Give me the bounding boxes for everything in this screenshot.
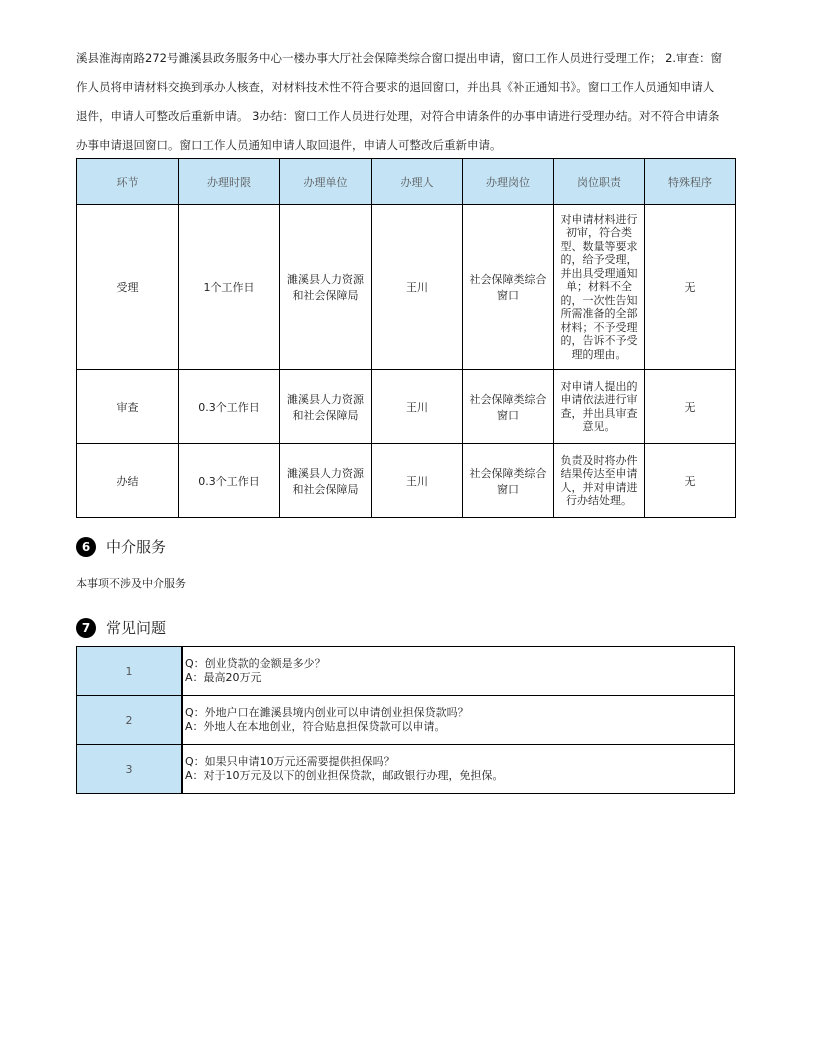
faq-index: 3	[77, 745, 183, 794]
section-note: 本事项不涉及中介服务	[76, 577, 186, 590]
faq-index: 1	[77, 647, 183, 696]
cell-special: 无	[645, 444, 736, 518]
cell-post: 社会保障类综合窗口	[463, 205, 554, 370]
cell-person: 王川	[372, 444, 463, 518]
cell-time: 0.3个工作日	[179, 370, 280, 444]
faq-answer: A：对于10万元及以下的创业担保贷款，邮政银行办理，免担保。	[185, 769, 504, 782]
cell-step: 办结	[77, 444, 179, 518]
cell-post: 社会保障类综合窗口	[463, 444, 554, 518]
intro-line: 作人员将申请材料交换到承办人核查，对材料技术性不符合要求的退回窗口，并出具《补正通知书》。窗口工作人员通知申请人	[76, 80, 715, 94]
cell-unit: 濉溪县人力资源和社会保障局	[280, 370, 372, 444]
section-title: 常见问题	[106, 619, 167, 637]
cell-time: 1个工作日	[179, 205, 280, 370]
faq-table	[76, 646, 735, 794]
faq-qa	[182, 696, 735, 745]
cell-unit: 濉溪县人力资源和社会保障局	[280, 444, 372, 518]
section-title: 中介服务	[106, 538, 167, 556]
faq-row	[77, 696, 735, 745]
cell-special: 无	[645, 370, 736, 444]
intro-line: 退件，申请人可整改后重新申请。 3办结：窗口工作人员进行处理，对符合申请条件的办事申请进行受理办结。对不符合申请条	[76, 109, 720, 123]
faq-answer: A：最高20万元	[185, 671, 262, 684]
cell-duty: 对申请人提出的申请依法进行审查，并出具审查意见。	[554, 370, 645, 444]
faq-index: 2	[77, 696, 183, 745]
intro-paragraph	[76, 44, 740, 160]
cell-step: 受理	[77, 205, 179, 370]
faq-qa	[182, 745, 735, 794]
faq-question: Q：外地户口在濉溪县境内创业可以申请创业担保贷款吗？	[185, 706, 469, 719]
faq-qa	[182, 647, 735, 696]
cell-special: 无	[645, 205, 736, 370]
header-duty: 岗位职责	[554, 159, 645, 205]
cell-duty: 负责及时将办件结果传达至申请人，并对申请进行办结处理。	[554, 444, 645, 518]
faq-answer: A：外地人在本地创业，符合贴息担保贷款可以申请。	[185, 720, 446, 733]
header-time: 办理时限	[179, 159, 280, 205]
section-number-badge: 6	[76, 537, 96, 557]
header-person: 办理人	[372, 159, 463, 205]
faq-question: Q：创业贷款的金额是多少？	[185, 657, 326, 670]
section-heading-faq	[76, 617, 166, 638]
table-row	[77, 370, 736, 444]
faq-row	[77, 647, 735, 696]
header-step: 环节	[77, 159, 179, 205]
header-post: 办理岗位	[463, 159, 554, 205]
section-heading-intermediary	[76, 536, 166, 557]
process-table	[76, 158, 736, 518]
cell-time: 0.3个工作日	[179, 444, 280, 518]
intro-line: 办事申请退回窗口。窗口工作人员通知申请人取回退件，申请人可整改后重新申请。	[76, 138, 502, 152]
header-unit: 办理单位	[280, 159, 372, 205]
table-row	[77, 205, 736, 370]
cell-step: 审查	[77, 370, 179, 444]
cell-person: 王川	[372, 370, 463, 444]
cell-unit: 濉溪县人力资源和社会保障局	[280, 205, 372, 370]
table-header-row	[77, 159, 736, 205]
section-number-badge: 7	[76, 618, 96, 638]
faq-row	[77, 745, 735, 794]
cell-duty: 对申请材料进行初审，符合类型、数量等要求的，给予受理，并出具受理通知单；材料不全的，一次性告知所需准备的全部材料；不予受理的，告诉不予受理的理由。	[554, 205, 645, 370]
table-row	[77, 444, 736, 518]
cell-post: 社会保障类综合窗口	[463, 370, 554, 444]
cell-person: 王川	[372, 205, 463, 370]
intro-line: 溪县淮海南路272号濉溪县政务服务中心一楼办事大厅社会保障类综合窗口提出申请，窗口工作人员进行受理工作； 2.审查：窗	[76, 51, 723, 65]
header-special: 特殊程序	[645, 159, 736, 205]
faq-question: Q：如果只申请10万元还需要提供担保吗？	[185, 755, 395, 768]
